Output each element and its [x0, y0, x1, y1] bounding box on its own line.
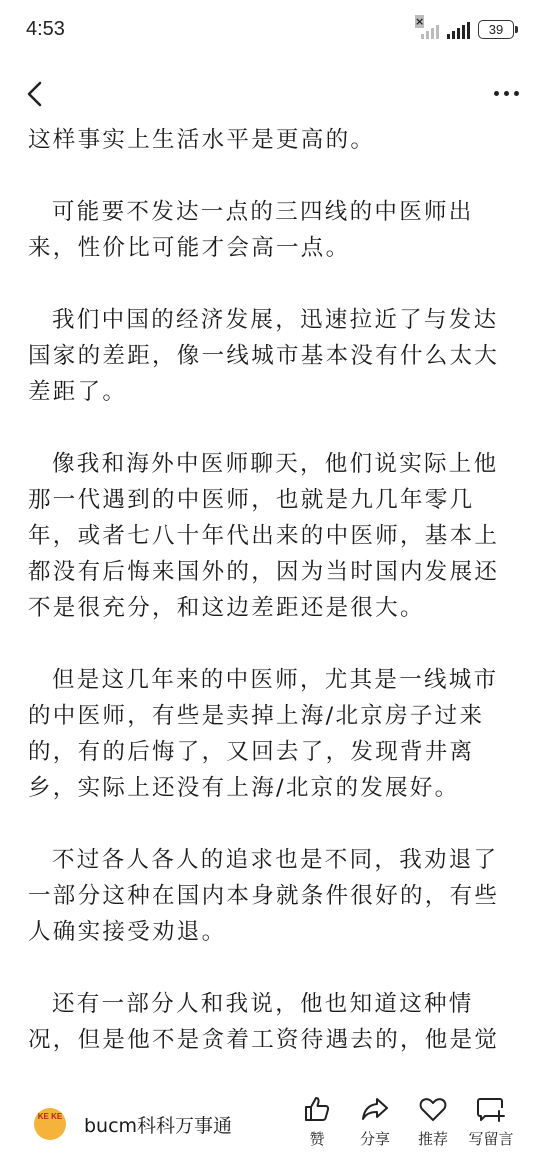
article-paragraph: 像我和海外中医师聊天，他们说实际上他那一代遇到的中医师，也就是九几年零几年，或者七八十年代出来的中医师，基本上都没有后悔来国外的，因为当时国内发展还不是很充分，和这边差距还是很大。 [28, 451, 500, 621]
more-button[interactable] [488, 78, 524, 108]
back-button[interactable] [18, 76, 54, 112]
thumbs-up-icon [302, 1094, 332, 1124]
author-name: bucm科科万事通 [84, 1114, 233, 1137]
chevron-left-icon [18, 76, 54, 112]
article-paragraph: 还有一部分人和我说，他也知道这种情况，但是他不是贪着工资待遇去的，他是觉 [28, 991, 500, 1053]
share-button[interactable]: 分享 [346, 1094, 404, 1149]
battery-icon: 39 [478, 20, 514, 39]
article-body [28, 122, 514, 1082]
recommend-button[interactable]: 推荐 [404, 1094, 462, 1149]
signal-sim1-icon: × [421, 21, 439, 39]
status-time: 4:53 [26, 18, 65, 40]
article-paragraph: 我们中国的经济发展，迅速拉近了与发达国家的差距，像一线城市基本没有什么太大差距了。 [28, 307, 500, 405]
article-paragraph: 但是这几年来的中医师，尤其是一线城市的中医师，有些是卖掉上海/北京房子过来的，有的后悔了，又回去了，发现背井离乡，实际上还没有上海/北京的发展好。 [28, 667, 499, 801]
action-group [288, 1094, 520, 1149]
article-paragraph: 这样事实上生活水平是更高的。 [28, 127, 376, 153]
like-button[interactable]: 赞 [288, 1094, 346, 1149]
author-link[interactable] [34, 1108, 232, 1140]
article-paragraph: 可能要不发达一点的三四线的中医师出来，性价比可能才会高一点。 [28, 199, 474, 261]
share-icon [360, 1094, 390, 1124]
more-dots-icon [494, 91, 499, 96]
heart-icon [418, 1094, 448, 1124]
signal-sim2-icon [447, 21, 470, 39]
status-bar [0, 0, 540, 62]
nav-bar [0, 70, 540, 120]
bottom-bar [0, 1082, 540, 1166]
comment-button[interactable]: 写留言 [462, 1094, 520, 1149]
status-icons [415, 14, 514, 39]
article-paragraph: 不过各人各人的追求也是不同，我劝退了一部分这种在国内本身就条件很好的，有些人确实接受劝退。 [28, 847, 500, 945]
avatar: KE KE [34, 1108, 66, 1140]
comment-icon [476, 1094, 506, 1124]
